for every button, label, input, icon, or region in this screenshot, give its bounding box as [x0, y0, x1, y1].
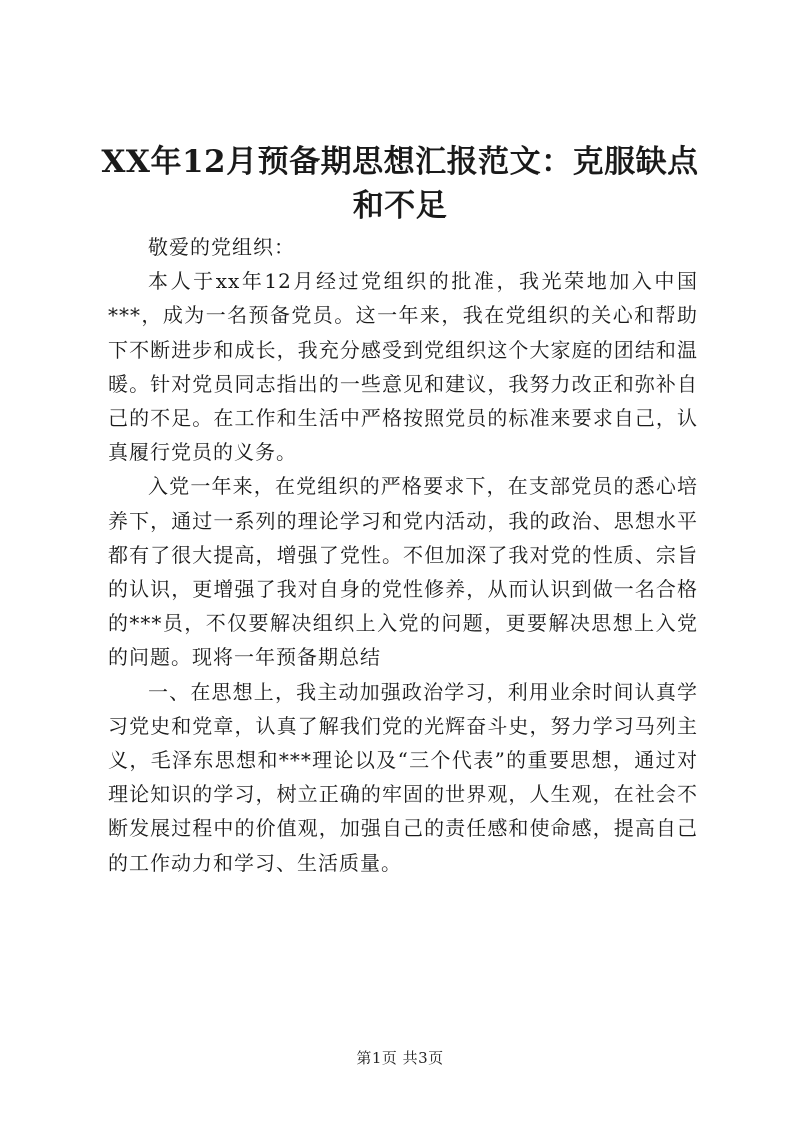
- page-number-footer: 第1页 共3页: [356, 1049, 444, 1067]
- body-paragraph: 一、在思想上，我主动加强政治学习，利用业余时间认真学习党史和党章，认真了解我们党的光辉奋斗史，努力学习马列主义，毛泽东思想和***理论以及“三个代表”的重要思想，通过对理论知识的学习，树立正确的牢固的世界观，人生观，在社会不断发展过程中的价值观，加强自己的责任感和使命感，提高自己的工作动力和学习、生活质量。: [108, 679, 698, 875]
- document-title: XX年12月预备期思想汇报范文：克服缺点和不足: [101, 144, 699, 224]
- document-body: [108, 230, 698, 880]
- body-paragraph: 入党一年来，在党组织的严格要求下，在支部党员的悉心培养下，通过一系列的理论学习和党内活动，我的政治、思想水平都有了很大提高，增强了党性。不但加深了我对党的性质、宗旨的认识，更增强了我对自身的党性修养，从而认识到做一名合格的***员，不仅要解决组织上入党的问题，更要解决思想上入党的问题。现将一年预备期总结: [108, 474, 698, 670]
- salutation-paragraph: 敬爱的党组织：: [148, 235, 295, 259]
- body-paragraph: 本人于xx年12月经过党组织的批准，我光荣地加入中国***，成为一名预备党员。这一年来，我在党组织的关心和帮助下不断进步和成长，我充分感受到党组织这个大家庭的团结和温暖。针对党员同志指出的一些意见和建议，我努力改正和弥补自己的不足。在工作和生活中严格按照党员的标准来要求自己，认真履行党员的义务。: [108, 269, 698, 465]
